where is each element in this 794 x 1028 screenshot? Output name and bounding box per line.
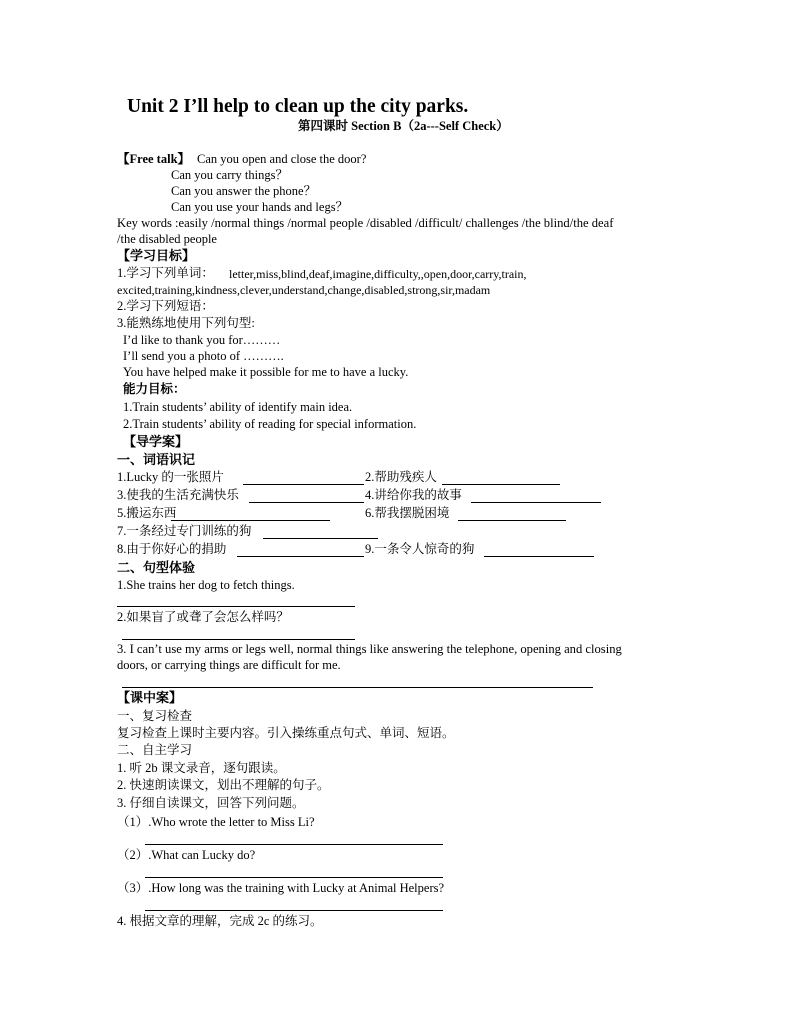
study-step: 2. 快速朗读课文，划出不理解的句子。 — [117, 778, 330, 792]
vocab-item: 9.一条令人惊奇的狗 — [365, 542, 475, 556]
answer-blank[interactable] — [458, 520, 566, 521]
vocab-item: 2.帮助残疾人 — [365, 470, 437, 484]
answer-blank[interactable] — [442, 484, 560, 485]
question: （2）.What can Lucky do? — [117, 848, 256, 862]
goals-item-1-label: 1.学习下列单词： — [117, 266, 214, 280]
answer-blank[interactable] — [484, 556, 594, 557]
key-words-line: Key words :easily /normal things /normal people /disabled /difficult/ challenges /the blind/the deaf — [117, 216, 614, 230]
sentence-item: doors, or carrying things are difficult for me. — [117, 658, 341, 672]
goals-label: 【学习目标】 — [117, 248, 196, 263]
answer-blank[interactable] — [145, 877, 443, 878]
vocab-item: 5.搬运东西 — [117, 506, 177, 520]
free-talk-label: 【Free talk】 — [117, 152, 191, 166]
free-talk-line: Can you use your hands and legs？ — [171, 200, 349, 214]
pattern-sentence: You have helped make it possible for me to have a lucky. — [123, 365, 409, 379]
answer-blank[interactable] — [117, 606, 355, 607]
sentence-item: 3. I can’t use my arms or legs well, normal things like answering the telephone, opening and closing — [117, 642, 622, 656]
study-step: 3. 仔细自读课文，回答下列问题。 — [117, 796, 305, 810]
goals-item-1-words: letter,miss,blind,deaf,imagine,difficulty,,open,door,carry,train, — [229, 267, 527, 281]
sentence-item: 1.She trains her dog to fetch things. — [117, 578, 295, 592]
free-talk-line: Can you answer the phone？ — [171, 184, 317, 198]
vocab-item: 3.使我的生活充满快乐 — [117, 488, 239, 502]
answer-blank[interactable] — [471, 502, 601, 503]
vocab-item: 7.一条经过专门训练的狗 — [117, 524, 252, 538]
page-title: Unit 2 I’ll help to clean up the city parks. — [127, 96, 469, 117]
ability-item: 1.Train students’ ability of identify main idea. — [123, 400, 353, 414]
vocab-heading: 一、词语识记 — [117, 452, 196, 467]
vocab-item: 6.帮我摆脱困境 — [365, 506, 450, 520]
answer-blank[interactable] — [122, 687, 593, 688]
key-words-line: /the disabled people — [117, 232, 217, 246]
answer-blank[interactable] — [263, 538, 378, 539]
answer-blank[interactable] — [145, 844, 443, 845]
question: （3）.How long was the training with Lucky at Animal Helpers? — [117, 881, 445, 895]
goals-item-2: 2.学习下列短语： — [117, 299, 214, 313]
answer-blank[interactable] — [243, 484, 364, 485]
question: （1）.Who wrote the letter to Miss Li? — [117, 815, 315, 829]
vocab-item: 4.讲给你我的故事 — [365, 488, 462, 502]
sentence-item: 2.如果盲了或聋了会怎么样吗？ — [117, 610, 289, 624]
answer-blank[interactable] — [249, 502, 364, 503]
goals-item-3: 3.能熟练地使用下列句型: — [117, 316, 255, 330]
answer-blank[interactable] — [122, 639, 355, 640]
ability-item: 2.Train students’ ability of reading for special information. — [123, 417, 417, 431]
answer-blank[interactable] — [145, 910, 443, 911]
free-talk-line: Can you open and close the door? — [197, 152, 367, 166]
review-heading: 一、复习检查 — [117, 709, 193, 723]
goals-item-1-words: excited,training,kindness,clever,understand,change,disabled,strong,sir,madam — [117, 283, 491, 297]
pattern-sentence: I’ll send you a photo of ………. — [123, 349, 284, 363]
class-label: 【课中案】 — [117, 690, 183, 705]
page-subtitle: 第四课时 Section B（2a---Self Check） — [298, 119, 509, 133]
ability-label: 能力目标： — [123, 382, 186, 396]
vocab-item: 1.Lucky 的一张照片 — [117, 470, 224, 484]
self-study-heading: 二、自主学习 — [117, 743, 193, 757]
pattern-sentence: I’d like to thank you for……… — [123, 333, 281, 347]
review-text: 复习检查上课时主要内容。引入操练重点句式、单词、短语。 — [117, 726, 455, 740]
answer-blank[interactable] — [171, 520, 330, 521]
sentence-heading: 二、句型体验 — [117, 560, 196, 575]
guide-label: 【导学案】 — [123, 434, 189, 449]
free-talk-line: Can you carry things？ — [171, 168, 288, 182]
vocab-item: 8.由于你好心的捐助 — [117, 542, 227, 556]
answer-blank[interactable] — [237, 556, 364, 557]
study-step: 1. 听 2b 课文录音，逐句跟读。 — [117, 761, 286, 775]
study-step: 4. 根据文章的理解，完成 2c 的练习。 — [117, 914, 323, 928]
